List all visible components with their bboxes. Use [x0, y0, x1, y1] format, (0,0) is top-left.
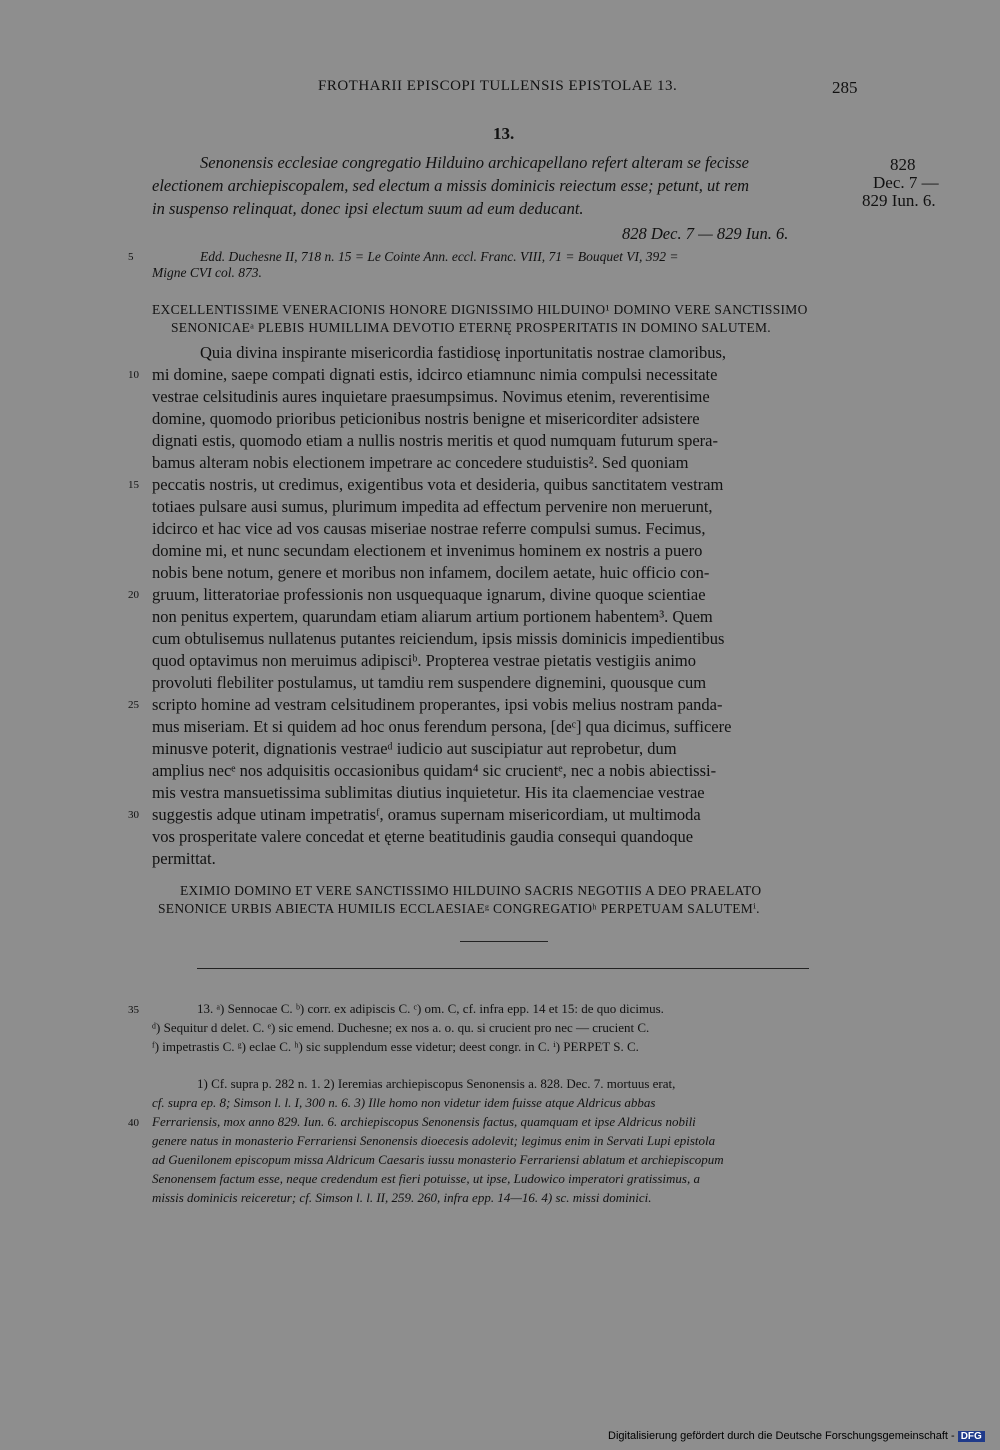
running-title: FROTHARII EPISCOPI TULLENSIS EPISTOLAE 13. [318, 78, 678, 94]
body-line: vestrae celsitudinis aures inquietare praesumpsimus. Novimus etenim, reverentisime [152, 387, 710, 406]
line-number: 35 [128, 1004, 139, 1016]
body-line: totiaes pulsare ausi sumus, plurimum impedita ad effectum pervenire non meruerunt, [152, 497, 713, 516]
summary-line: in suspenso relinquat, donec ipsi electum suum ad eum deducant. [152, 199, 584, 218]
closing-line: EXIMIO DOMINO ET VERE SANCTISSIMO HILDUINO SACRIS NEGOTIIS A DEO PRAELATO [180, 883, 762, 898]
body-line: gruum, litteratoriae professionis non usquequaque ignarum, divine quoque scientiae [152, 585, 706, 604]
line-number: 20 [128, 589, 139, 601]
date-line: 828 Dec. 7 — 829 Iun. 6. [622, 224, 789, 243]
line-number: 10 [128, 369, 139, 381]
body-line: provoluti flebiliter postulamus, ut tamdiu rem suspendere dignemini, quousque cum [152, 673, 707, 692]
body-line: mus miseriam. Et si quidem ad hoc onus ferendum persona, [deᶜ] qua dicimus, sufficere [152, 717, 732, 736]
footnote-line: cf. supra ep. 8; Simson l. l. I, 300 n. 6. 3) Ille homo non videtur idem fuisse atque Aldricus abbas [152, 1095, 656, 1110]
document-number: 13. [493, 124, 515, 143]
summary-line: electionem archiepiscopalem, sed electum a missis dominicis reiectum esse; petunt, ut rem [152, 176, 750, 195]
footnote-line: Ferrariensis, mox anno 829. Iun. 6. archiepiscopus Senonensis factus, quamquam et ipse Aldricus nobili [152, 1114, 696, 1129]
body-line: vos prosperitate valere concedat et ęterne beatitudinis gaudia consequi quandoque [152, 827, 694, 846]
footnote-line: Senonensem factum esse, neque credendum est fieri potuisse, ut ipse, Ludowico imperatori gratissimus, a [152, 1171, 700, 1186]
line-number: 15 [128, 479, 139, 491]
footnote-line: missis dominicis reiceretur; cf. Simson l. l. II, 259. 260, infra epp. 14—16. 4) sc. missi dominici. [152, 1190, 652, 1205]
source-line: Edd. Duchesne II, 718 n. 15 = Le Cointe Ann. eccl. Franc. VIII, 71 = Bouquet VI, 392 = [200, 249, 679, 264]
body-line: mis vestra mansuetissima sublimitas diutius inquietetur. His ita claemenciae vestrae [152, 783, 705, 802]
body-line: minusve poterit, dignationis vestraeᵈ iudicio aut suscipiatur aut reprobetur, dum [152, 739, 677, 758]
body-line: Quia divina inspirante misericordia fastidiosę inportunitatis nostrae clamoribus, [200, 343, 727, 362]
critical-note-line: ᵈ) Sequitur d delet. C. ᵉ) sic emend. Duchesne; ex nos a. o. qu. si crucient pro nec — crucient C. [152, 1020, 650, 1035]
source-line: Migne CVI col. 873. [152, 265, 262, 280]
margin-date-line: 828 [890, 155, 916, 174]
salutation-line: SENONICAEᵃ PLEBIS HUMILLIMA DEVOTIO ETERNĘ PROSPERITATIS IN DOMINO SALUTEM. [171, 320, 771, 335]
line-number: 25 [128, 699, 139, 711]
body-line: bamus alteram nobis electionem impetrare ac concedere studuistis². Sed quoniam [152, 453, 689, 472]
body-line: idcirco et hac vice ad vos causas miseriae nostrae referre compulsi sumus. Fecimus, [152, 519, 706, 538]
body-line: permittat. [152, 849, 216, 868]
digitization-credit [608, 1430, 985, 1442]
footnote-line: ad Guenilonem episcopum missa Aldricum Caesaris iussu monasterio Ferrariensi ablatum et archiepiscopum [152, 1152, 724, 1167]
body-line: non penitus expertem, quarundam etiam aliarum artium portionem habentem³. Quem [152, 607, 713, 626]
closing-line: SENONICE URBIS ABIECTA HUMILIS ECCLAESIAEᵍ CONGREGATIOʰ PERPETUAM SALUTEMⁱ. [158, 901, 760, 916]
margin-date-line: Dec. 7 — [873, 173, 939, 192]
body-line: nobis bene notum, genere et moribus non infamem, docilem aetate, huic officio con- [152, 563, 710, 582]
line-number: 40 [128, 1117, 139, 1129]
body-line: mi domine, saepe compati dignati estis, idcirco etiamnunc nimia compulsi necessitate [152, 365, 718, 384]
footnote-divider [197, 968, 809, 969]
footnote-line: genere natus in monasterio Ferrariensi Senonensis dioecesis adolevit; legimus enim in Servati Lupi epistola [152, 1133, 716, 1148]
body-line: suggestis adque utinam impetratisᶠ, oramus supernam misericordiam, ut multimoda [152, 805, 701, 824]
short-divider [460, 941, 548, 942]
summary-line: Senonensis ecclesiae congregatio Hilduino archicapellano refert alteram se fecisse [200, 153, 749, 172]
body-line: amplius necᵉ nos adquisitis occasionibus quidam⁴ sic crucientᵉ, nec a nobis abiectissi- [152, 761, 717, 780]
body-line: dignati estis, quomodo etiam a nullis nostris meritis et quod numquam futurum spera- [152, 431, 718, 450]
footnote-line: 1) Cf. supra p. 282 n. 1. 2) Ieremias archiepiscopus Senonensis a. 828. Dec. 7. mortuus erat, [197, 1076, 676, 1091]
critical-note-line: 13. ᵃ) Sennocae C. ᵇ) corr. ex adipiscis C. ᶜ) om. C, cf. infra epp. 14 et 15: de quo dicimus. [197, 1001, 664, 1016]
body-line: domine, quomodo prioribus peticionibus nostris benigne et misericorditer adsistere [152, 409, 700, 428]
margin-date-line: 829 Iun. 6. [862, 191, 936, 210]
body-line: peccatis nostris, ut credimus, exigentibus vota et desideria, quibus sanctitatem vestram [152, 475, 724, 494]
line-number: 5 [128, 251, 134, 263]
body-line: quod optavimus non meruimus adipisciᵇ. Propterea vestrae pietatis vestigiis animo [152, 651, 697, 670]
dfg-logo: DFG [958, 1431, 985, 1442]
credit-text: Digitalisierung gefördert durch die Deutsche Forschungsgemeinschaft - [608, 1430, 955, 1442]
salutation-line: EXCELLENTISSIME VENERACIONIS HONORE DIGNISSIMO HILDUINO¹ DOMINO VERE SANCTISSIMO [152, 302, 808, 317]
line-number: 30 [128, 809, 139, 821]
body-line: domine mi, et nunc secundam electionem et invenimus hominem ex nostris a puero [152, 541, 703, 560]
critical-note-line: ᶠ) impetrastis C. ᵍ) eclae C. ʰ) sic supplendum esse videtur; deest congr. in C. ⁱ) PERPET S. C. [152, 1039, 639, 1054]
page-number: 285 [832, 78, 858, 97]
body-line: cum obtulisemus nullatenus putantes reiciendum, ipsis missis dominicis impedientibus [152, 629, 725, 648]
body-line: scripto homine ad vestram celsitudinem properantes, ipsi vobis melius nostram panda- [152, 695, 723, 714]
